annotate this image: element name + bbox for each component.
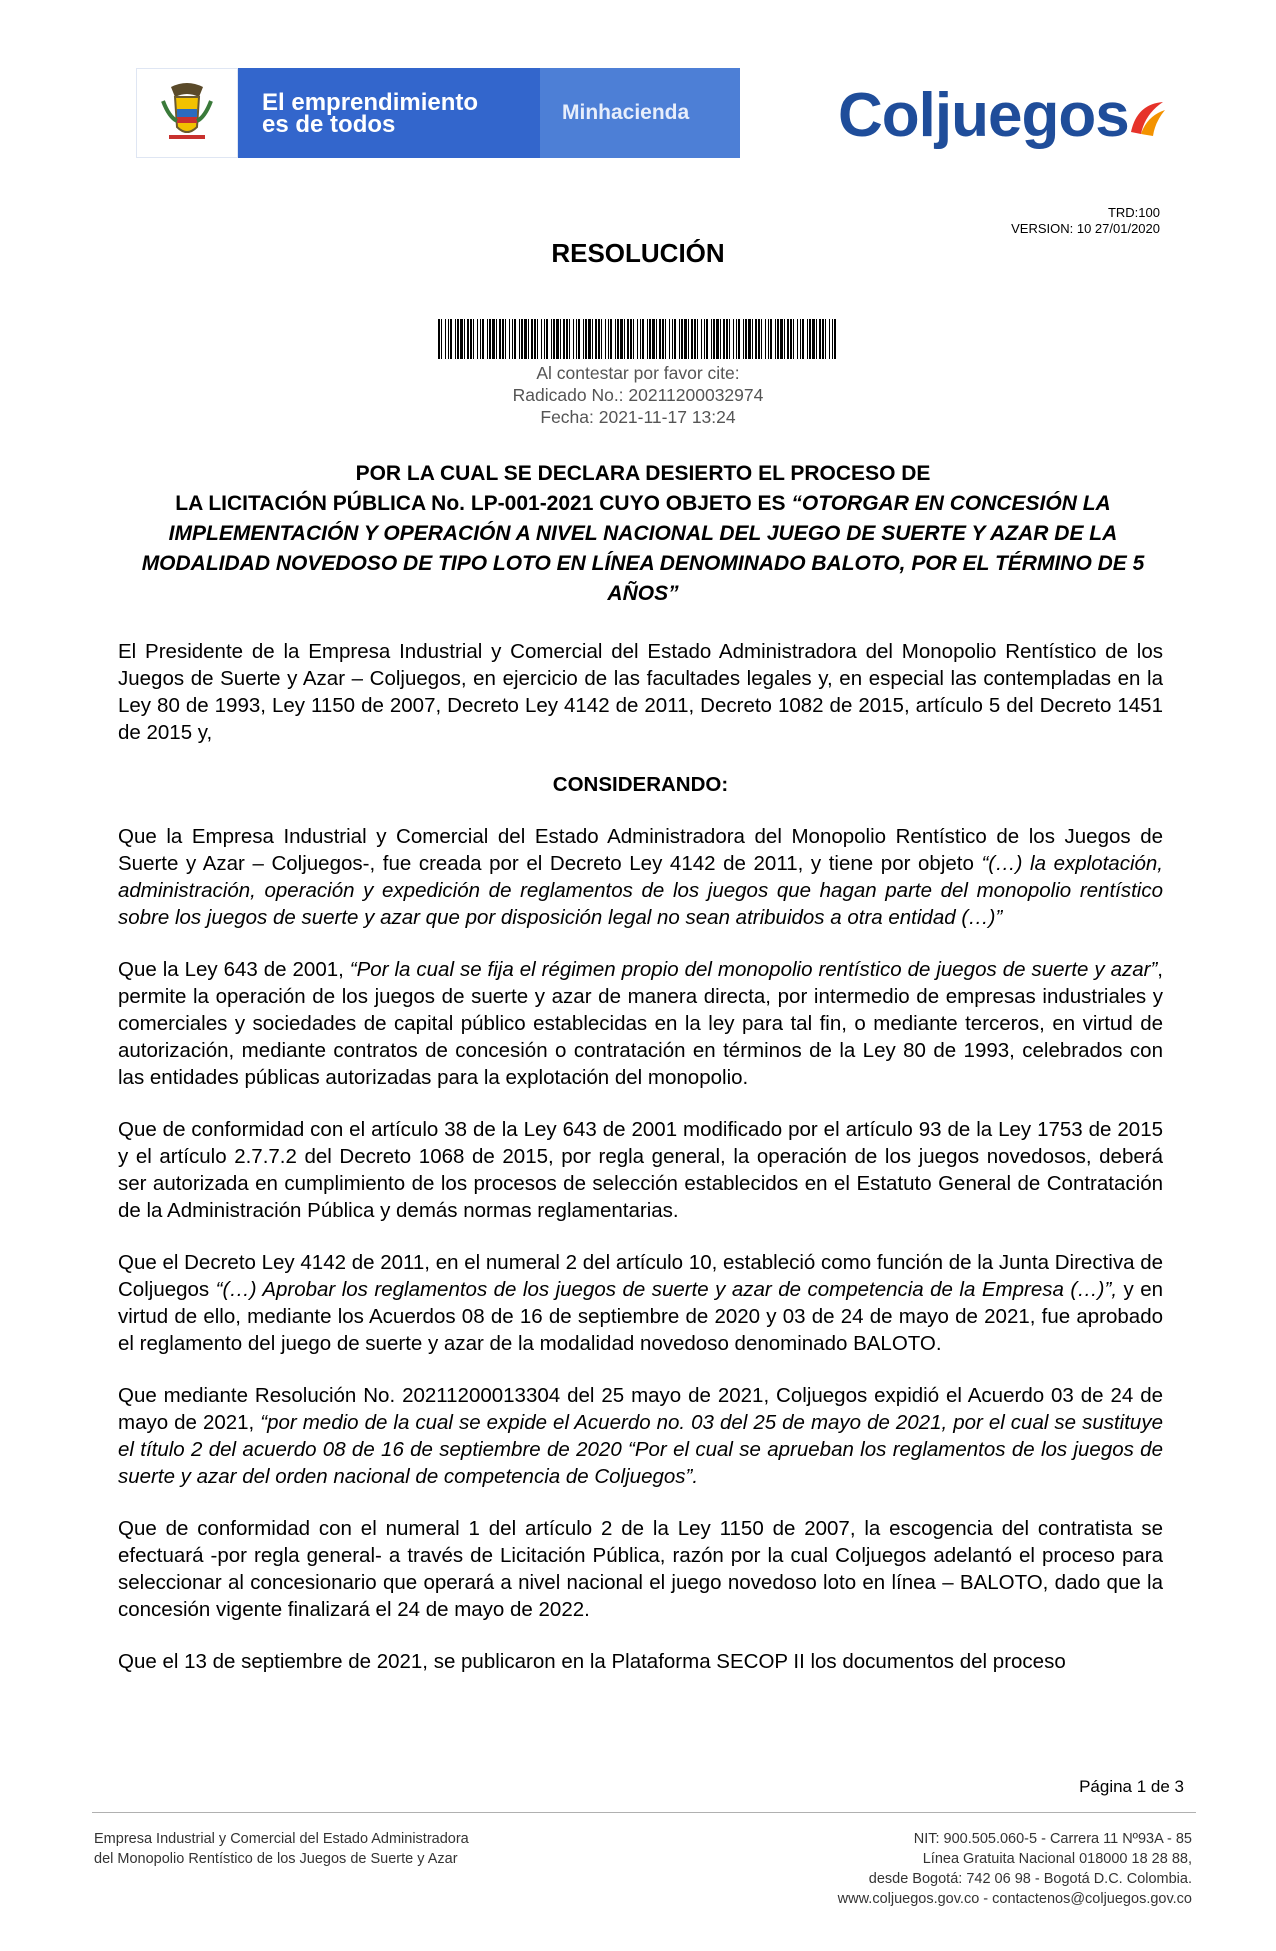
- footer-entity-line-1: Empresa Industrial y Comercial del Estado Administradora: [94, 1831, 469, 1847]
- paragraph-3: Que de conformidad con el artículo 38 de la Ley 643 de 2001 modificado por el artículo 93 de la Ley 1753 de 2015 y el artículo 2.7.7.2 del Decreto 1068 de 2015, por regla general, la operación de los juegos novedosos, deberá ser autorizada en cumplimiento de los procesos de selección establecidos en el Estatuto General de Contratación de la Administración Pública y demás normas reglamentarias.: [118, 1118, 1163, 1222]
- footer-contact: [838, 1829, 1192, 1909]
- banner-slogan: El emprendimiento es de todos: [262, 89, 479, 138]
- paragraph-6: Que de conformidad con el numeral 1 del artículo 2 de la Ley 1150 de 2007, la escogencia del contratista se efectuará -por regla general- a través de Licitación Pública, razón por la cual Coljuegos adelantó el proceso para seleccionar al concesionario que operará a nivel nacional el juego novedoso loto en línea – BALOTO, dado que la concesión vigente finalizará el 24 de mayo de 2022.: [118, 1517, 1163, 1621]
- paragraph-2: Que la Ley 643 de 2001, “Por la cual se fija el régimen propio del monopolio rentístico de juegos de suerte y azar”, permite la operación de los juegos de suerte y azar de manera directa, por intermedio de empresas industriales y comerciales y sociedades de capital público establecidas en la ley para tal fin, o mediante terceros, en virtud de autorización, mediante contratos de concesión o contratación en términos de la Ley 80 de 1993, celebrados con las entidades públicas autorizadas para la explotación del monopolio.: [118, 958, 1163, 1089]
- footer-web-email[interactable]: www.coljuegos.gov.co - contactenos@coljuegos.gov.co: [837, 1891, 1192, 1907]
- coat-of-arms-icon: [136, 68, 238, 158]
- citation-date: Fecha: 2021-11-17 13:24: [540, 407, 736, 427]
- subject-line-1: POR LA CUAL SE DECLARA DESIERTO EL PROCESO DE: [355, 462, 931, 485]
- citation-instruction: Al contestar por favor cite:: [536, 363, 740, 383]
- page-number: Página 1 de 3: [1079, 1777, 1184, 1796]
- document-body: [118, 638, 1163, 1700]
- footer-entity: [94, 1829, 469, 1869]
- version-code: VERSION: 10 27/01/2020: [1011, 221, 1160, 236]
- paragraph-4: Que el Decreto Ley 4142 de 2011, en el numeral 2 del artículo 10, estableció como función de la Junta Directiva de Coljuegos “(…) Aprobar los reglamentos de los juegos de suerte y azar de competencia de la Empresa (…)”, y en virtud de ello, mediante los Acuerdos 08 de 16 de septiembre de 2020 y 03 de 24 de mayo de 2021, fue aprobado el reglamento del juego de suerte y azar de la modalidad novedoso denominado BALOTO.: [118, 1251, 1163, 1355]
- paragraph-7: Que el 13 de septiembre de 2021, se publicaron en la Plataforma SECOP II los documentos del proceso: [118, 1650, 1066, 1673]
- subject-line-2: LA LICITACIÓN PÚBLICA No. LP-001-2021 CUYO OBJETO ES “OTORGAR EN CONCESIÓN LA IMPLEMENTACIÓN Y OPERACIÓN A NIVEL NACIONAL DEL JUEGO DE SUERTE Y AZAR DE LA MODALIDAD NOVEDOSO DE TIPO LOTO EN LÍNEA DENOMINADO BALOTO, POR EL TÉRMINO DE 5 AÑOS”: [141, 492, 1145, 605]
- trd-code: TRD:100: [1107, 205, 1160, 220]
- paragraph-1: Que la Empresa Industrial y Comercial del Estado Administradora del Monopolio Rentístico de los Juegos de Suerte y Azar – Coljuegos-, fue creada por el Decreto Ley 4142 de 2011, y tiene por objeto “(…) la explotación, administración, operación y expedición de reglamentos de los juegos que hagan parte del monopolio rentístico sobre los juegos de suerte y azar que por disposición legal no sean atribuidos a otra entidad (…)”: [118, 825, 1164, 929]
- intro-paragraph: El Presidente de la Empresa Industrial y Comercial del Estado Administradora del Monopolio Rentístico de los Juegos de Suerte y Azar – Coljuegos, en ejercicio de las facultades legales y, en especial las contempladas en la Ley 80 de 1993, Ley 1150 de 2007, Decreto Ley 4142 de 2011, Decreto 1082 de 2015, artículo 5 del Decreto 1451 de 2015 y,: [118, 640, 1163, 744]
- considerando-heading: CONSIDERANDO:: [552, 773, 729, 796]
- document-meta: [1011, 205, 1160, 237]
- radicado-number: Radicado No.: 20211200032974: [512, 385, 764, 405]
- footer-entity-line-2: del Monopolio Rentístico de los Juegos de Suerte y Azar: [94, 1851, 458, 1867]
- citation-block: [0, 362, 1276, 428]
- footer-phone: Línea Gratuita Nacional 018000 18 28 88,: [922, 1851, 1192, 1867]
- footer-divider: [92, 1812, 1196, 1813]
- paragraph-5: Que mediante Resolución No. 20211200013304 del 25 mayo de 2021, Coljuegos expidió el Acuerdo 03 de 24 de mayo de 2021, “por medio de la cual se expide el Acuerdo no. 03 del 25 de mayo de 2021, por el cual se sustituye el título 2 del acuerdo 08 de 16 de septiembre de 2020 “Por el cual se aprueban los reglamentos de los juegos de suerte y azar del orden nacional de competencia de Coljuegos”.: [118, 1384, 1163, 1488]
- resolution-subject: [118, 459, 1168, 609]
- footer-local-phone: desde Bogotá: 742 06 98 - Bogotá D.C. Colombia.: [868, 1871, 1192, 1887]
- document-title: RESOLUCIÓN: [551, 238, 725, 268]
- coljuegos-swoosh-icon: [1127, 98, 1167, 143]
- barcode-icon: [438, 319, 842, 364]
- ministry-label: Minhacienda: [562, 101, 690, 124]
- footer-address: NIT: 900.505.060-5 - Carrera 11 Nº93A - 85: [913, 1831, 1192, 1847]
- coljuegos-logo: Coljuegos: [838, 81, 1129, 150]
